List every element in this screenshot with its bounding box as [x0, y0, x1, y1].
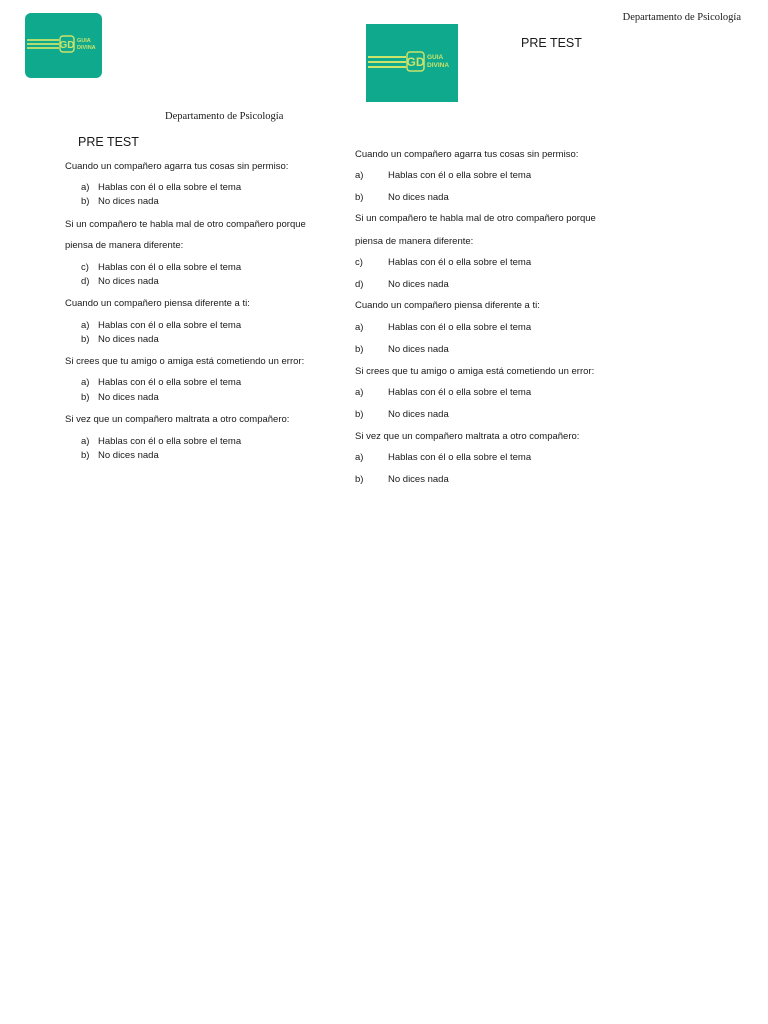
option-text: No dices nada [388, 409, 449, 420]
option-text: Hablas con él o ella sobre el tema [98, 377, 242, 388]
question-3: Cuando un compañero piensa diferente a ti: [65, 298, 250, 309]
option-letter: d) [81, 276, 90, 287]
option-letter: a) [355, 452, 364, 463]
option-letter: a) [81, 182, 90, 193]
option-text: Hablas con él o ella sobre el tema [98, 262, 242, 273]
option-text: Hablas con él o ella sobre el tema [98, 436, 242, 447]
option-text: No dices nada [388, 192, 449, 203]
question-5: Si vez que un compañero maltrata a otro compañero: [65, 414, 290, 425]
option-text: Hablas con él o ella sobre el tema [388, 452, 532, 463]
option-letter: b) [355, 409, 364, 420]
question-2: Si un compañero te habla mal de otro compañero porque [355, 213, 596, 224]
option-letter: b) [355, 344, 364, 355]
option-letter: b) [81, 450, 90, 461]
option-text: Hablas con él o ella sobre el tema [388, 387, 532, 398]
pre-test-title-left: PRE TEST [78, 135, 139, 149]
option-letter: b) [81, 334, 90, 345]
option-text: Hablas con él o ella sobre el tema [98, 320, 242, 331]
question-2-continued: piensa de manera diferente: [355, 236, 474, 247]
option-text: No dices nada [98, 196, 159, 207]
option-text: No dices nada [388, 474, 449, 485]
logo-line1: GUIA [77, 38, 91, 44]
question-5: Si vez que un compañero maltrata a otro compañero: [355, 431, 580, 442]
option-text: No dices nada [98, 392, 159, 403]
option-text: No dices nada [388, 344, 449, 355]
option-letter: b) [81, 392, 90, 403]
option-text: Hablas con él o ella sobre el tema [388, 322, 532, 333]
question-2-continued: piensa de manera diferente: [65, 240, 184, 251]
option-letter: a) [355, 322, 364, 333]
guia-divina-logo [366, 24, 458, 102]
question-3: Cuando un compañero piensa diferente a ti: [355, 300, 540, 311]
logo-letters: GD [59, 40, 75, 51]
option-letter: c) [81, 262, 89, 273]
guia-divina-logo [25, 13, 102, 78]
option-letter: b) [81, 196, 90, 207]
logo-graphic [25, 13, 102, 78]
option-letter: d) [355, 279, 364, 290]
option-text: No dices nada [388, 279, 449, 290]
option-letter: a) [355, 387, 364, 398]
question-1: Cuando un compañero agarra tus cosas sin permiso: [65, 161, 289, 172]
question-1: Cuando un compañero agarra tus cosas sin permiso: [355, 149, 579, 160]
logo-line2: DIVINA [427, 62, 450, 69]
option-letter: a) [81, 436, 90, 447]
question-4: Si crees que tu amigo o amiga está cometiendo un error: [355, 366, 595, 377]
option-letter: c) [355, 257, 363, 268]
option-text: No dices nada [98, 334, 159, 345]
question-4: Si crees que tu amigo o amiga está cometiendo un error: [65, 356, 305, 367]
option-letter: b) [355, 192, 364, 203]
question-2: Si un compañero te habla mal de otro compañero porque [65, 219, 306, 230]
option-text: No dices nada [98, 276, 159, 287]
logo-line1: GUIA [427, 54, 444, 61]
option-text: Hablas con él o ella sobre el tema [98, 182, 242, 193]
option-letter: a) [81, 377, 90, 388]
option-text: No dices nada [98, 450, 159, 461]
option-letter: b) [355, 474, 364, 485]
option-text: Hablas con él o ella sobre el tema [388, 257, 532, 268]
department-heading-right: Departamento de Psicología [622, 12, 741, 23]
option-letter: a) [355, 170, 364, 181]
option-text: Hablas con él o ella sobre el tema [388, 170, 532, 181]
logo-letters: GD [406, 55, 425, 69]
logo-line2: DIVINA [77, 45, 96, 51]
logo-graphic [366, 24, 458, 102]
department-heading-left: Departamento de Psicología [165, 111, 284, 122]
option-letter: a) [81, 320, 90, 331]
pre-test-title-right: PRE TEST [521, 36, 582, 50]
